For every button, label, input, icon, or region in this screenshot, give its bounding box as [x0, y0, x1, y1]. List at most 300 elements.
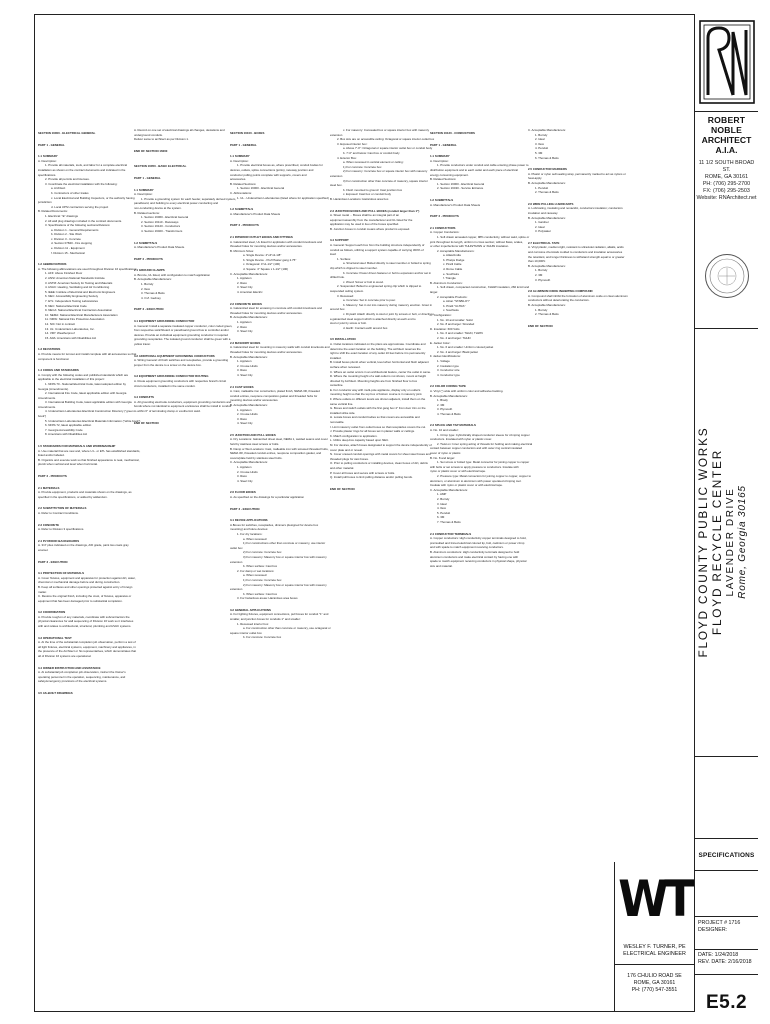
spec-line: A. Description:: [430, 158, 449, 163]
spec-line: B. Acceptable Manufacturers:: [528, 180, 566, 185]
spec-line: 6. Thomas & Betts: [535, 155, 559, 160]
spec-line: 2.7 ELECTRICAL TAPE: [528, 240, 560, 245]
spec-line: 4. HVAC: Heating, Ventilating and Air Conditioning: [45, 285, 110, 290]
spec-line: circuit conductors, installed in the same conduit.: [134, 383, 196, 388]
spec-line: B. Install boxes plumb when vertical, level when horizontal and flush adjacent: [330, 360, 429, 365]
architect-firm-block: [695, 115, 758, 219]
spec-line: b. When surface: Cast box: [243, 564, 278, 569]
spec-line: centerline.: [330, 383, 344, 388]
spec-line: A. Manufacturer's Product Data Sheets: [430, 202, 481, 207]
spec-line: 3. Conductor size: [437, 368, 460, 373]
spec-line: b. Masonry: Set in cut into masonry during masonry erection. Grout in: [343, 302, 433, 307]
spec-line: cover plate and or reveal.: [330, 447, 363, 452]
spec-line: energy consuming equipment.: [430, 172, 469, 177]
firm-address-line-1: 11 1/2 SOUTH BROAD ST.: [698, 160, 755, 173]
spec-line: A. At the time of the substantial completion job observation, perform a test of: [38, 640, 136, 645]
spec-line: c. Octagonal: 4"x1-1/2" (100): [243, 262, 281, 267]
spec-line: 1. Soft drawn annealed copper, 98% conductivity, without weld, splice or: [437, 234, 530, 239]
spec-line: F. Where outlets on different levels are shown adjacent, install them on the: [330, 397, 426, 402]
spec-line: cover of nylon or plastic.: [430, 451, 462, 456]
spec-line: 2. Acceptable Manufacturers:: [437, 248, 475, 253]
spec-line: [430, 377, 544, 381]
spec-line: b. 7'-0" and below: Cast box or conduit body: [343, 150, 400, 155]
sheet-title: SPECIFICATIONS: [698, 851, 755, 859]
spec-line: A. Lubricating, insulating and nonacidic, conductors insulation; conductors: [528, 206, 623, 211]
spec-line: size and material.: [430, 563, 453, 568]
spec-line: 6. NEC: Accessibility Engineering Society: [45, 294, 99, 299]
spec-line: H. Locate boxes and conduit bodies so that covers are accessible and: [330, 415, 420, 420]
spec-line: [38, 659, 152, 663]
spec-line: 2.1 MATERIALS: [38, 485, 60, 490]
spec-line: 7. Thomas & Betts: [437, 519, 461, 524]
spec-line: a. For construction other than concrete or masonry, use octagonal or: [243, 626, 331, 631]
firm-address-line-2: ROME, GA 30161: [704, 173, 749, 180]
spec-line: 1.4 CODES AND STANDARDS: [38, 368, 79, 373]
spec-line: 9. NECA: National Electrical Contractors Association: [45, 308, 113, 313]
spec-line: E. Jacket Color:: [430, 340, 451, 345]
spec-line: 1. Section 16060 - Electrical General: [141, 215, 189, 220]
spec-line: A. Galvanized steel, UL listed for application with conduit knockouts and: [230, 239, 322, 244]
spec-line: [230, 216, 344, 220]
spec-line: a. When recessed:: [243, 536, 268, 541]
spec-line: b. Division 2 - Site Work: [51, 232, 82, 237]
spec-line: 2. Box size are on accessible ceiling: Octagonal or square interior outlet box: [337, 137, 435, 142]
spec-line: non-conducting device at the system.: [134, 205, 182, 210]
spec-line: 1) For constructions other than concrete or masonry, use interior: [243, 541, 326, 546]
spec-line: A. Vinyl plastic, medium-light, resistant to ultraviolet radiation, alkalis, acids: [528, 245, 624, 250]
spec-line: 5. Underwriters Laboratories Electrical Materials Information ("white book"): [45, 418, 141, 423]
spec-line: [230, 483, 344, 487]
spec-line: [230, 378, 344, 382]
spec-line: A. General: Support each box from the building structure independently of: [330, 243, 425, 248]
spec-line: 2. Twist on: Inner spring acting of threads for holding and making electrical: [437, 441, 533, 446]
spec-line: 10. NEMA: National Electrical Manufacturers Association: [45, 312, 118, 317]
spec-line: END OF SECTION: [134, 420, 159, 425]
spec-line: 4. Exterior Box:: [337, 155, 357, 160]
spec-line: 4. American Electric: [237, 290, 263, 295]
spec-line: 1. No. 6 and smaller: THHN, THWN: [437, 331, 483, 336]
spec-line: b. When surface: Cast box: [243, 591, 278, 596]
architect-seal-icon: [704, 253, 750, 299]
spec-line: 1.1 SUMMARY: [230, 154, 250, 159]
spec-line: the presence of the Architect or his representatives, which demonstrates that: [38, 649, 137, 654]
spec-line: a. When recessed:: [243, 573, 268, 578]
spec-column-6: [528, 128, 642, 628]
spec-line: 2. No. 8 and larger: Stranded: [437, 322, 475, 327]
spec-line: A. Galvanized steel for encasing in concrete with conduit knockouts and: [230, 306, 322, 311]
spec-line: 4. Underwriters Laboratories Electrical Construction Directory ("green: [45, 409, 134, 414]
spec-line: A. Cast, malleable iron construction, plated finish, NEMA 3R, threaded: [230, 389, 320, 394]
spec-line: G. Boxes and switch outlets with the first gang box 4" from door trim on the: [330, 406, 426, 411]
project-number: PROJECT # 1716: [698, 920, 741, 926]
spec-line: 1.1 SUMMARY: [430, 154, 450, 159]
spec-line: [430, 207, 544, 211]
spec-line: a. Atlas/Andia: [443, 253, 461, 258]
spec-line: removable.: [330, 420, 345, 425]
sheet-number-box: [695, 994, 758, 1012]
spec-line: 2. Acceptable Products:: [437, 294, 468, 299]
spec-line: 3. International Building Code, latest applicable edition with Georgia: [45, 400, 132, 405]
spec-line: 1. Section 16000 - Electrical General: [237, 186, 285, 191]
spec-line: 2.5 CONDUCTOR MARKERS: [528, 167, 567, 172]
spec-line: 3. Recessed:: [337, 293, 354, 298]
spec-line: a. Division 1 - General Requirements: [51, 227, 99, 232]
spec-line: 3.2 COORDINATION: [38, 610, 66, 615]
spec-line: B. Acceptable Manufacturers:: [430, 393, 468, 398]
spec-line: 12. NIC: Not in contract: [45, 321, 76, 326]
spec-line: underground conduits.: [134, 132, 163, 137]
spec-line: A. Dry Locations: Galvanized sheet steel, NEMA 1, welded seams and cover: [230, 437, 328, 442]
spec-line: 1. Appleton: [237, 407, 252, 412]
spec-line: A. Compound shall inhibit the formation of aluminum oxide on clean aluminum: [528, 293, 628, 298]
spec-line: suspended ceiling system.: [330, 289, 364, 293]
spec-line: conductor pulling points complete with supports, covers and: [230, 172, 307, 177]
spec-line: threaded plugs for cast boxes.: [330, 456, 369, 461]
spec-line: 1. For dry locations:: [237, 531, 263, 536]
spec-line: 2. Crouse Hinds: [237, 469, 258, 474]
spec-line: O. Prior to pulling conductors or installing devices, clean boxes of dirt, debris: [330, 461, 428, 466]
spec-line: plumb when vertical and level when horizontal.: [38, 462, 98, 467]
spec-line: 3.5 AS-BUILT DRAWINGS: [38, 691, 73, 695]
spec-line: 1. Recessed interior box:: [237, 621, 269, 626]
spec-line: 2. Raco: [237, 324, 247, 329]
spec-line: specified in the specifications, or added by addendum.: [38, 494, 108, 499]
spec-line: [330, 480, 444, 484]
spec-line: B. Related Documents:: [38, 209, 68, 214]
spec-line: 1. No. 6 and smaller: Uniform colored jacket: [437, 345, 494, 350]
spec-line: A. Record on one set of electrical drawings all changes, deviations and: [134, 128, 225, 132]
spec-line: PART 2 - PRODUCTS: [38, 474, 67, 478]
spec-line: 14. VFP: Weatherproof: [45, 331, 75, 336]
spec-line: 1. Provide all materials, tools, and labor for a complete electrical: [45, 163, 127, 168]
spec-line: A. For lighting fixtures, equipment connections, pull boxes for conduit "1" and: [230, 612, 329, 617]
spec-line: component is functional.: [38, 356, 70, 361]
spec-line: 3.1 EQUIPMENT GROUNDING CONDUCTOR: [134, 319, 195, 324]
spec-line: 3.4 CONDUITS: [134, 395, 154, 400]
architect-seal-box: [695, 236, 758, 316]
spec-line: Amendments.: [38, 395, 56, 400]
spec-line: C. Restore the original finish, including the crest, of fixtures, apparatus or: [38, 594, 132, 599]
spec-line: A. As specified on the drawings for a particular application: [230, 495, 305, 499]
spec-line: B. Acceptable Manufacturers:: [230, 402, 268, 407]
spec-line: B. Acceptable Manufacturers:: [528, 215, 566, 220]
spec-line: and with spade to match equipment receiving conductors.: [430, 545, 504, 550]
spec-line: A. Provide rough-in of any materials, coordinate with subcontractors the: [38, 614, 130, 619]
spec-line: square interior outlet box: [230, 630, 262, 635]
spec-line: 1. Burndy: [535, 132, 548, 137]
spec-line: spade to match equipment receiving conductors in physical shape, physical: [430, 559, 527, 564]
spec-line: 1.2 SUBMITTALS: [134, 240, 158, 245]
spec-line: contact between copper conductors and with outer ring central insulated: [430, 446, 523, 451]
spec-line: b. Contractors of other trades: [51, 190, 89, 195]
spec-line: jurisdiction: [38, 200, 52, 205]
spec-line: 3. Polywater: [535, 229, 551, 234]
spec-line: J. Provide plaster rings for all boxes set in plaster walls or ceilings.: [330, 429, 415, 434]
engineer-address-line-1: 176 CHULIO ROAD SE: [627, 973, 682, 979]
spec-line: 1. Appleton: [237, 465, 252, 470]
spec-line: conductors without deteriorating the conductors.: [528, 298, 590, 303]
spec-line: 3. Exposed interior box:: [337, 141, 368, 146]
spec-line: B. Hazardous Locations: Hazardous area box.: [330, 196, 390, 201]
spec-line: 1.1 SUMMARY: [134, 187, 154, 192]
spec-line: END OF SECTION 16000: [134, 148, 168, 153]
spec-line: 3.2 GENERAL APPLICATIONS: [230, 607, 271, 612]
spec-line: load:: [330, 252, 337, 257]
spec-line: heat-apply.: [528, 176, 543, 181]
spec-line: 1. Appleton: [237, 359, 252, 364]
spec-line: [230, 147, 344, 151]
spec-line: 1. Penduit: [535, 185, 549, 190]
spec-line: 2.4 PLYWOOD BACKBOARDS: [38, 538, 80, 543]
spec-line: 1. AFF: Above Finished Floor: [45, 271, 83, 276]
spec-line: 3. Steel City: [237, 285, 253, 290]
spec-line: 1. Set screw or bolted type: Metal connector for joining copper to copper: [437, 460, 530, 465]
spec-line: outlet box: [230, 545, 243, 550]
spec-line: B. Acceptable Manufacturers:: [528, 263, 566, 268]
spec-line: a. Single Device: 4"x4"x2-1/8": [243, 253, 282, 258]
spec-line: 1. UL - Underwriters Laboratories (listed where for application specified): [237, 195, 329, 200]
spec-line: B. Organize and execute work so that finished appearance is neat, mechanical,: [38, 457, 140, 462]
spec-line: A. Description:: [134, 192, 153, 197]
spec-line: extension: [230, 587, 243, 592]
spec-line: threaded holes for mounting devices and/or accessories.: [230, 244, 303, 249]
spec-line: SECTION 16050 - BASIC ELECTRICAL: [134, 164, 187, 169]
spec-line: 2. Thomas & Betts: [535, 190, 559, 195]
spec-line: b. Single Device - Pref Plaster gang 2.75": [243, 257, 297, 262]
spec-line: a. Architect: [51, 186, 66, 191]
spec-line: F. Jacket Identifications:: [430, 354, 461, 359]
spec-line: A. Refer to Contract Conditions.: [38, 510, 79, 515]
spec-line: 3. Thomas & Betts: [141, 291, 165, 296]
spec-line: SECTION 16000 - ELECTRICAL GENERAL: [38, 131, 96, 135]
title-block-divider: [695, 328, 758, 329]
spec-line: B. Acceptable Manufacturers:: [230, 354, 268, 359]
spec-line: 4. Penduit: [535, 146, 549, 151]
spec-line: 1. AMP: [437, 492, 447, 497]
spec-line: 3.1 PROTECTION OF MATERIALS: [38, 571, 85, 576]
spec-line: around box.: [330, 307, 346, 312]
date-meta: [695, 952, 758, 972]
spec-line: 2. Crouse Hinds: [237, 412, 258, 417]
sheet-date: DATE: 1/24/2018: [698, 952, 739, 958]
spec-line: D. Where the mounting height of a wall outlet is not shown, mount at height: [330, 374, 427, 379]
spec-line: mounting height so that the top box of bottom course is in masonry joint.: [330, 392, 423, 397]
spec-line: c. For masonry: Concealed box or square interior box with masonry: [343, 128, 430, 132]
title-block-divider: [695, 916, 758, 917]
firm-website: Website: RNArchitect.net: [696, 194, 757, 201]
spec-line: 11. NFPA: National Fire Protection Association: [45, 317, 105, 322]
spec-line: conduit entries, neoprene composition gasket and threaded hubs for: [230, 393, 318, 398]
spec-line: 2. No. 4 and larger: THHN: [437, 335, 471, 340]
spec-line: 4. Thomas & Betts: [437, 411, 461, 416]
spec-line: 2) For masonry: Concrete box or square interior box with masonry: [343, 169, 428, 174]
spec-line: 2.4 CONDUCTOR TERMINALS: [430, 531, 472, 536]
spec-line: 1. Provide electrical boxes as, where prescribed, conduit bodies for: [237, 163, 323, 168]
title-block-divider: [695, 838, 758, 839]
spec-line: installed.: [330, 355, 342, 360]
spec-line: 1. Burndy: [535, 307, 548, 312]
spec-line: 1.3 DEVIATIONS: [38, 347, 61, 352]
spec-line: c. Wood: Screw or bolt to wood.: [343, 279, 384, 284]
spec-line: A. Copper Conductors:: [430, 230, 460, 235]
architect-logo-box: [695, 14, 758, 110]
spec-line: B. Acceptable Manufacturers:: [528, 303, 566, 307]
spec-line: 3.3 EQUIPMENT GROUNDING CONDUCTOR ROUTING: [134, 374, 209, 379]
spec-line: A. Manufacturer's Product Data Sheets: [230, 211, 281, 216]
spec-line: NEMA 3R, threaded conduit entries, neoprene composition gasket, and: [230, 451, 322, 456]
spec-line: A. Sheet metal ... Boxes shall be an integral part of an: [330, 213, 400, 218]
spec-line: nylon or plastic cover or with electrical tape.: [430, 469, 486, 474]
engineer-block: [614, 862, 694, 1012]
spec-line: 2.6 WIRE PULLING LUBRICANTS: [528, 201, 574, 206]
spec-line: A. Route equipment grounding conductors with respective branch circuit: [134, 378, 227, 383]
title-block-divider: [695, 870, 758, 871]
spec-line: PART 1 - GENERAL: [38, 142, 65, 147]
spec-line: directed by Architect. Mounting heights are from finished floor to box: [330, 378, 418, 383]
spec-line: 7. ETL: Independent Testing Laboratories: [45, 299, 98, 303]
spec-line: 2. 3M: [535, 273, 543, 278]
spec-line: 1. No. 10 and smaller: Solid: [437, 317, 473, 322]
spec-line: E. For conductor way with multi-pole appliance, display only on outlet's: [330, 387, 421, 392]
spec-line: A. Manufacturer's Product Data Sheets.: [134, 245, 185, 250]
spec-line: Deliver same to architect as per Division 1.: [134, 137, 189, 142]
spec-line: B. Aluminum Conductors:: [430, 280, 463, 285]
engineer-address-line-2: ROME, GA 30161: [633, 980, 676, 987]
spec-line: matter.: [38, 589, 47, 594]
spec-line: a. Concrete: Set in concrete prior to pour.: [343, 298, 396, 303]
spec-line: book"): [38, 414, 47, 419]
spec-line: b. Pirelli "ULTRA": [443, 303, 466, 308]
spec-line: 3) For construction other than concrete of masonry, square interior: [343, 178, 428, 183]
spec-line: M. For devices, attach boxes designated to support the device independently of: [330, 443, 432, 447]
spec-line: drilled hole.: [330, 275, 345, 280]
spec-line: 2. All wall plug drawings included in the contract documents.: [45, 218, 122, 223]
spec-line: A. Provide means for turnout and install complete with all accessories so that: [38, 351, 137, 356]
spec-column-4: [330, 128, 444, 628]
spec-line: 8. Americans with Disabilities Act: [45, 432, 88, 437]
spec-line: [38, 629, 152, 633]
sheet-revision-date: REV. DATE: 2/16/2018: [698, 959, 752, 966]
designer-label: DESIGNER:: [698, 927, 728, 934]
spec-line: 2.3 CONCRETE: [38, 522, 60, 527]
spec-line: surface when recessed.: [330, 364, 361, 369]
spec-line: threaded holes for mounting devices and/or accessories.: [230, 349, 303, 354]
spec-line: [230, 601, 344, 605]
spec-line: than 10,000V.: [528, 259, 546, 264]
engineer-title: ELECTRICAL ENGINEER: [623, 951, 686, 957]
spec-line: 2. 3M: [437, 402, 445, 407]
engineer-address: [615, 973, 694, 995]
spec-line: [230, 295, 344, 299]
spec-line: 6. 3M: [437, 515, 445, 520]
spec-line: 3. Steel City: [237, 329, 253, 334]
title-block-divider: [695, 974, 758, 975]
spec-line: a galvanized steel support which is attached directly at each end to: [330, 316, 416, 321]
spec-line: 2. Burndy: [437, 496, 450, 501]
sheet-number: E5.2: [705, 992, 748, 1013]
specification-body: [38, 128, 640, 695]
spec-line: 1. Provide conductors under conduit and cable entering phase power to: [437, 163, 529, 168]
spec-line: A. Plastic or nylon self-sealing wrap, permanently marked to act as nylons or: [528, 171, 626, 176]
spec-line: C. Where an outlet occurs in an architectural feature, center the outlet in same.: [330, 369, 431, 374]
spec-line: equipment assembly from the manufacturer and UL listed for the: [330, 217, 413, 222]
spec-line: [430, 147, 544, 151]
spec-line: A. Use material that are new and, where U.L. or ETL has established standards,: [38, 448, 141, 453]
spec-line: 3. Raco: [237, 368, 247, 373]
spec-line: C. Acceptable Manufacturers:: [230, 271, 268, 276]
spec-line: 2.3 JUNCTION BOXES AND PULL BOXES (conduit larger than 1"): [330, 208, 420, 213]
spec-line: 4. O.Z. Gedney: [141, 295, 161, 300]
spec-line: PART 2 - PRODUCTS: [134, 256, 163, 261]
spec-line: jumper from the device to a screw on the device box.: [134, 362, 202, 367]
spec-line: c. Exposed: Cast box or conduit body: [343, 192, 391, 197]
spec-line: Insulate with nylon or plastic cover or with electrical tape.: [430, 483, 503, 488]
engineer-logo: WT: [618, 870, 692, 928]
spec-line: with bolts or set screws to apply pressure to conductors. Insulate with: [430, 464, 519, 469]
engineer-name: WESLEY F. TURNER, PE: [623, 944, 686, 950]
spec-line: 2.2 COLOR CODING TAPE: [430, 384, 466, 389]
spec-line: 2.2 SUBSTITUTION OF MATERIALS: [38, 506, 87, 511]
spec-line: and corrosive chemicals molded to conductors and insulation accessories: [528, 250, 623, 255]
spec-line: yellow tracer.: [134, 342, 151, 346]
spec-line: 3. Plymouth: [437, 407, 453, 412]
spec-line: the retardant, and longer thickness to withstand strength equal to or greater: [528, 254, 625, 259]
spec-line: devices. Provide an individual equipment grounding conductor in required: [134, 332, 229, 337]
spec-line: C. Abbreviations:: [230, 190, 252, 195]
spec-line: 3.2 ADDITIONAL EQUIPMENT GROUNDING CONDUCTORS: [134, 353, 215, 358]
spec-line: installation as shown on the contract documents and indicated in the: [38, 167, 126, 172]
spec-line: A. Description:: [230, 158, 249, 163]
spec-line: A. At substantial job completion job observation, instruct the Owner's: [38, 670, 126, 675]
firm-name: ROBERT NOBLE: [707, 115, 746, 135]
spec-line: Amendments.: [38, 404, 56, 409]
spec-line: 3. Coordinate the electrical installation with the following:: [45, 181, 118, 186]
spec-line: 1. Section 16000 - Electrical General: [437, 181, 485, 186]
spec-line: [430, 219, 544, 223]
project-city: Rome, Georgia 30165: [736, 485, 748, 599]
spec-line: [528, 234, 642, 238]
spec-line: operating personnel in the operation, sequencing, maintenance, and: [38, 674, 126, 679]
spec-line: 1. Crimp type: Cylindrically shaped conductor sleeve for crimping copper: [437, 432, 530, 437]
spec-line: d. Local UPS/ contractors serving the project: [51, 204, 109, 209]
spec-line: 1. Surface:: [337, 256, 351, 261]
spec-line: B. Minimum Sizes:: [230, 248, 254, 253]
spec-line: equipment that has been damaged prior to substantial completion.: [38, 598, 123, 603]
spec-line: listed and/or labeled.: [38, 453, 65, 458]
spec-line: aluminum, or aluminum to aluminum with power operated crimping tool.: [430, 478, 522, 483]
spec-line: 4. Conductor type: [437, 372, 460, 377]
spec-line: 2. Crouse Hinds: [237, 363, 258, 368]
spec-line: B. Aluminum conductors: High conductivity terminals designed to hold: [430, 549, 520, 554]
spec-line: grounding receptacles. The isolated ground conductor shall be green with a: [134, 337, 231, 342]
spec-line: 3) For masonry: Masonry box or square interior box with masonry: [243, 554, 327, 559]
spec-line: devices, outlets, splice connections (joints), raceway junction and: [230, 167, 314, 172]
spec-line: 15. ADA: Americans with Disabilities Act: [45, 335, 97, 340]
firm-designation-aia: A.I.A.: [715, 145, 738, 155]
spec-line: PART 3 - EXECUTION: [230, 506, 260, 511]
spec-line: 2. International Fire Code, latest applicable edition with Georgia: [45, 391, 127, 396]
spec-line: 2.3 MASONRY BOXES: [230, 340, 261, 345]
spec-line: 7. Georgia Accessibility Code: [45, 427, 83, 432]
spec-line: 1. Appleton: [237, 320, 252, 324]
spec-line: 2.3 SPLICE AND TAP MATERIALS: [430, 423, 476, 428]
spec-line: 4. Ilsco: [437, 506, 447, 511]
spec-line: 1. Brady: [437, 398, 448, 403]
spec-line: B. Damp or Wet Locations: Cast, malleable iron with screwed threaded hubs,: [230, 446, 329, 451]
spec-line: 2.2 CONCRETE BOXES: [230, 301, 262, 306]
title-block: [694, 14, 758, 1012]
spec-line: 13. UL: Underwriters Laboratories, Inc.: [45, 326, 95, 331]
